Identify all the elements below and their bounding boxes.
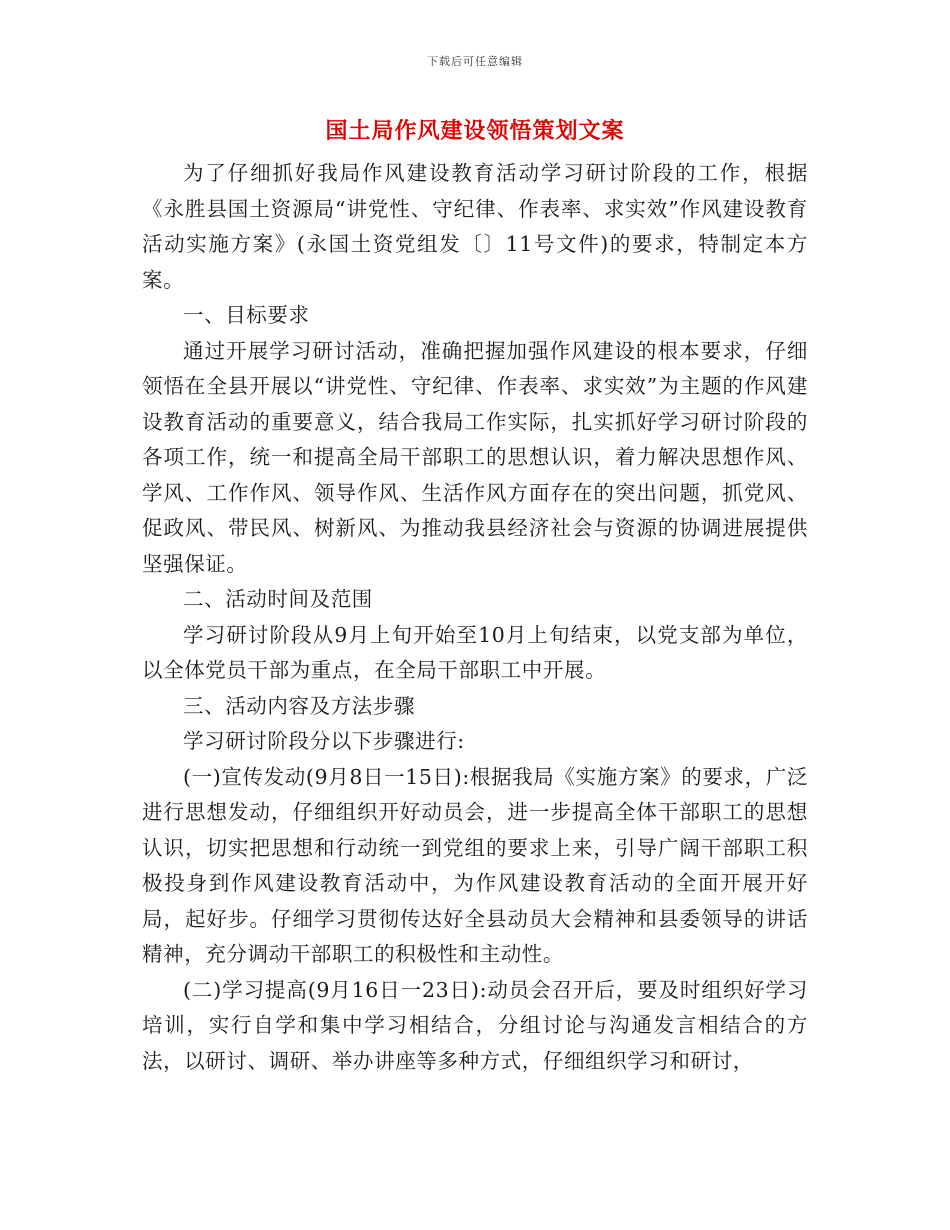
heading-goals: 一、目标要求 <box>183 303 310 327</box>
heading-time-scope: 二、活动时间及范围 <box>183 587 373 611</box>
paragraph-steps-intro: 学习研讨阶段分以下步骤进行: <box>183 729 465 753</box>
page-header: 下载后可任意编辑 <box>427 55 523 68</box>
paragraph-step-1: (一)宣传发动(9月8日一15日):根据我局《实施方案》的要求，广泛进行思想发动，仔细组织开好动员会，进一步提高全体干部职工的思想认识，切实把思想和行动统一到党组的要求上来，引导广阔干部职工积极投身到作风建设教育活动中，为作风建设教育活动的全面开展开好局，起好步。仔细学习贯彻传达好全县动员大会精神和县委领导的讲话精神，充分调动干部职工的积极性和主动性。 <box>142 764 808 966</box>
document-body <box>142 156 808 1079</box>
heading-content-steps: 三、活动内容及方法步骤 <box>183 693 416 718</box>
paragraph-step-2: (二)学习提高(9月16日一23日):动员会召开后，要及时组织好学习培训，实行自学和集中学习相结合，分组讨论与沟通发言相结合的方法，以研讨、调研、举办讲座等多种方式，仔细组织学习和研讨， <box>142 977 808 1073</box>
paragraph-goals: 通过开展学习研讨活动，准确把握加强作风建设的根本要求，仔细领悟在全县开展以“讲党性、守纪律、作表率、求实效”为主题的作风建设教育活动的重要意义，结合我局工作实际，扎实抓好学习研讨阶段的各项工作，统一和提高全局干部职工的思想认识，着力解决思想作风、学风、工作作风、领导作风、生活作风方面存在的突出问题，抓党风、促政风、带民风、树新风、为推动我县经济社会与资源的协调进展提供坚强保证。 <box>142 338 808 576</box>
paragraph-intro: 为了仔细抓好我局作风建设教育活动学习研讨阶段的工作，根据《永胜县国土资源局“讲党性、守纪律、作表率、求实效”作风建设教育活动实施方案》(永国土资党组发〔〕11号文件)的要求，特制定本方案。 <box>142 161 808 292</box>
paragraph-time-scope: 学习研讨阶段从9月上旬开始至10月上旬结束，以党支部为单位，以全体党员干部为重点，在全局干部职工中开展。 <box>142 622 808 682</box>
document-title: 国土局作风建设领悟策划文案 <box>325 118 625 144</box>
